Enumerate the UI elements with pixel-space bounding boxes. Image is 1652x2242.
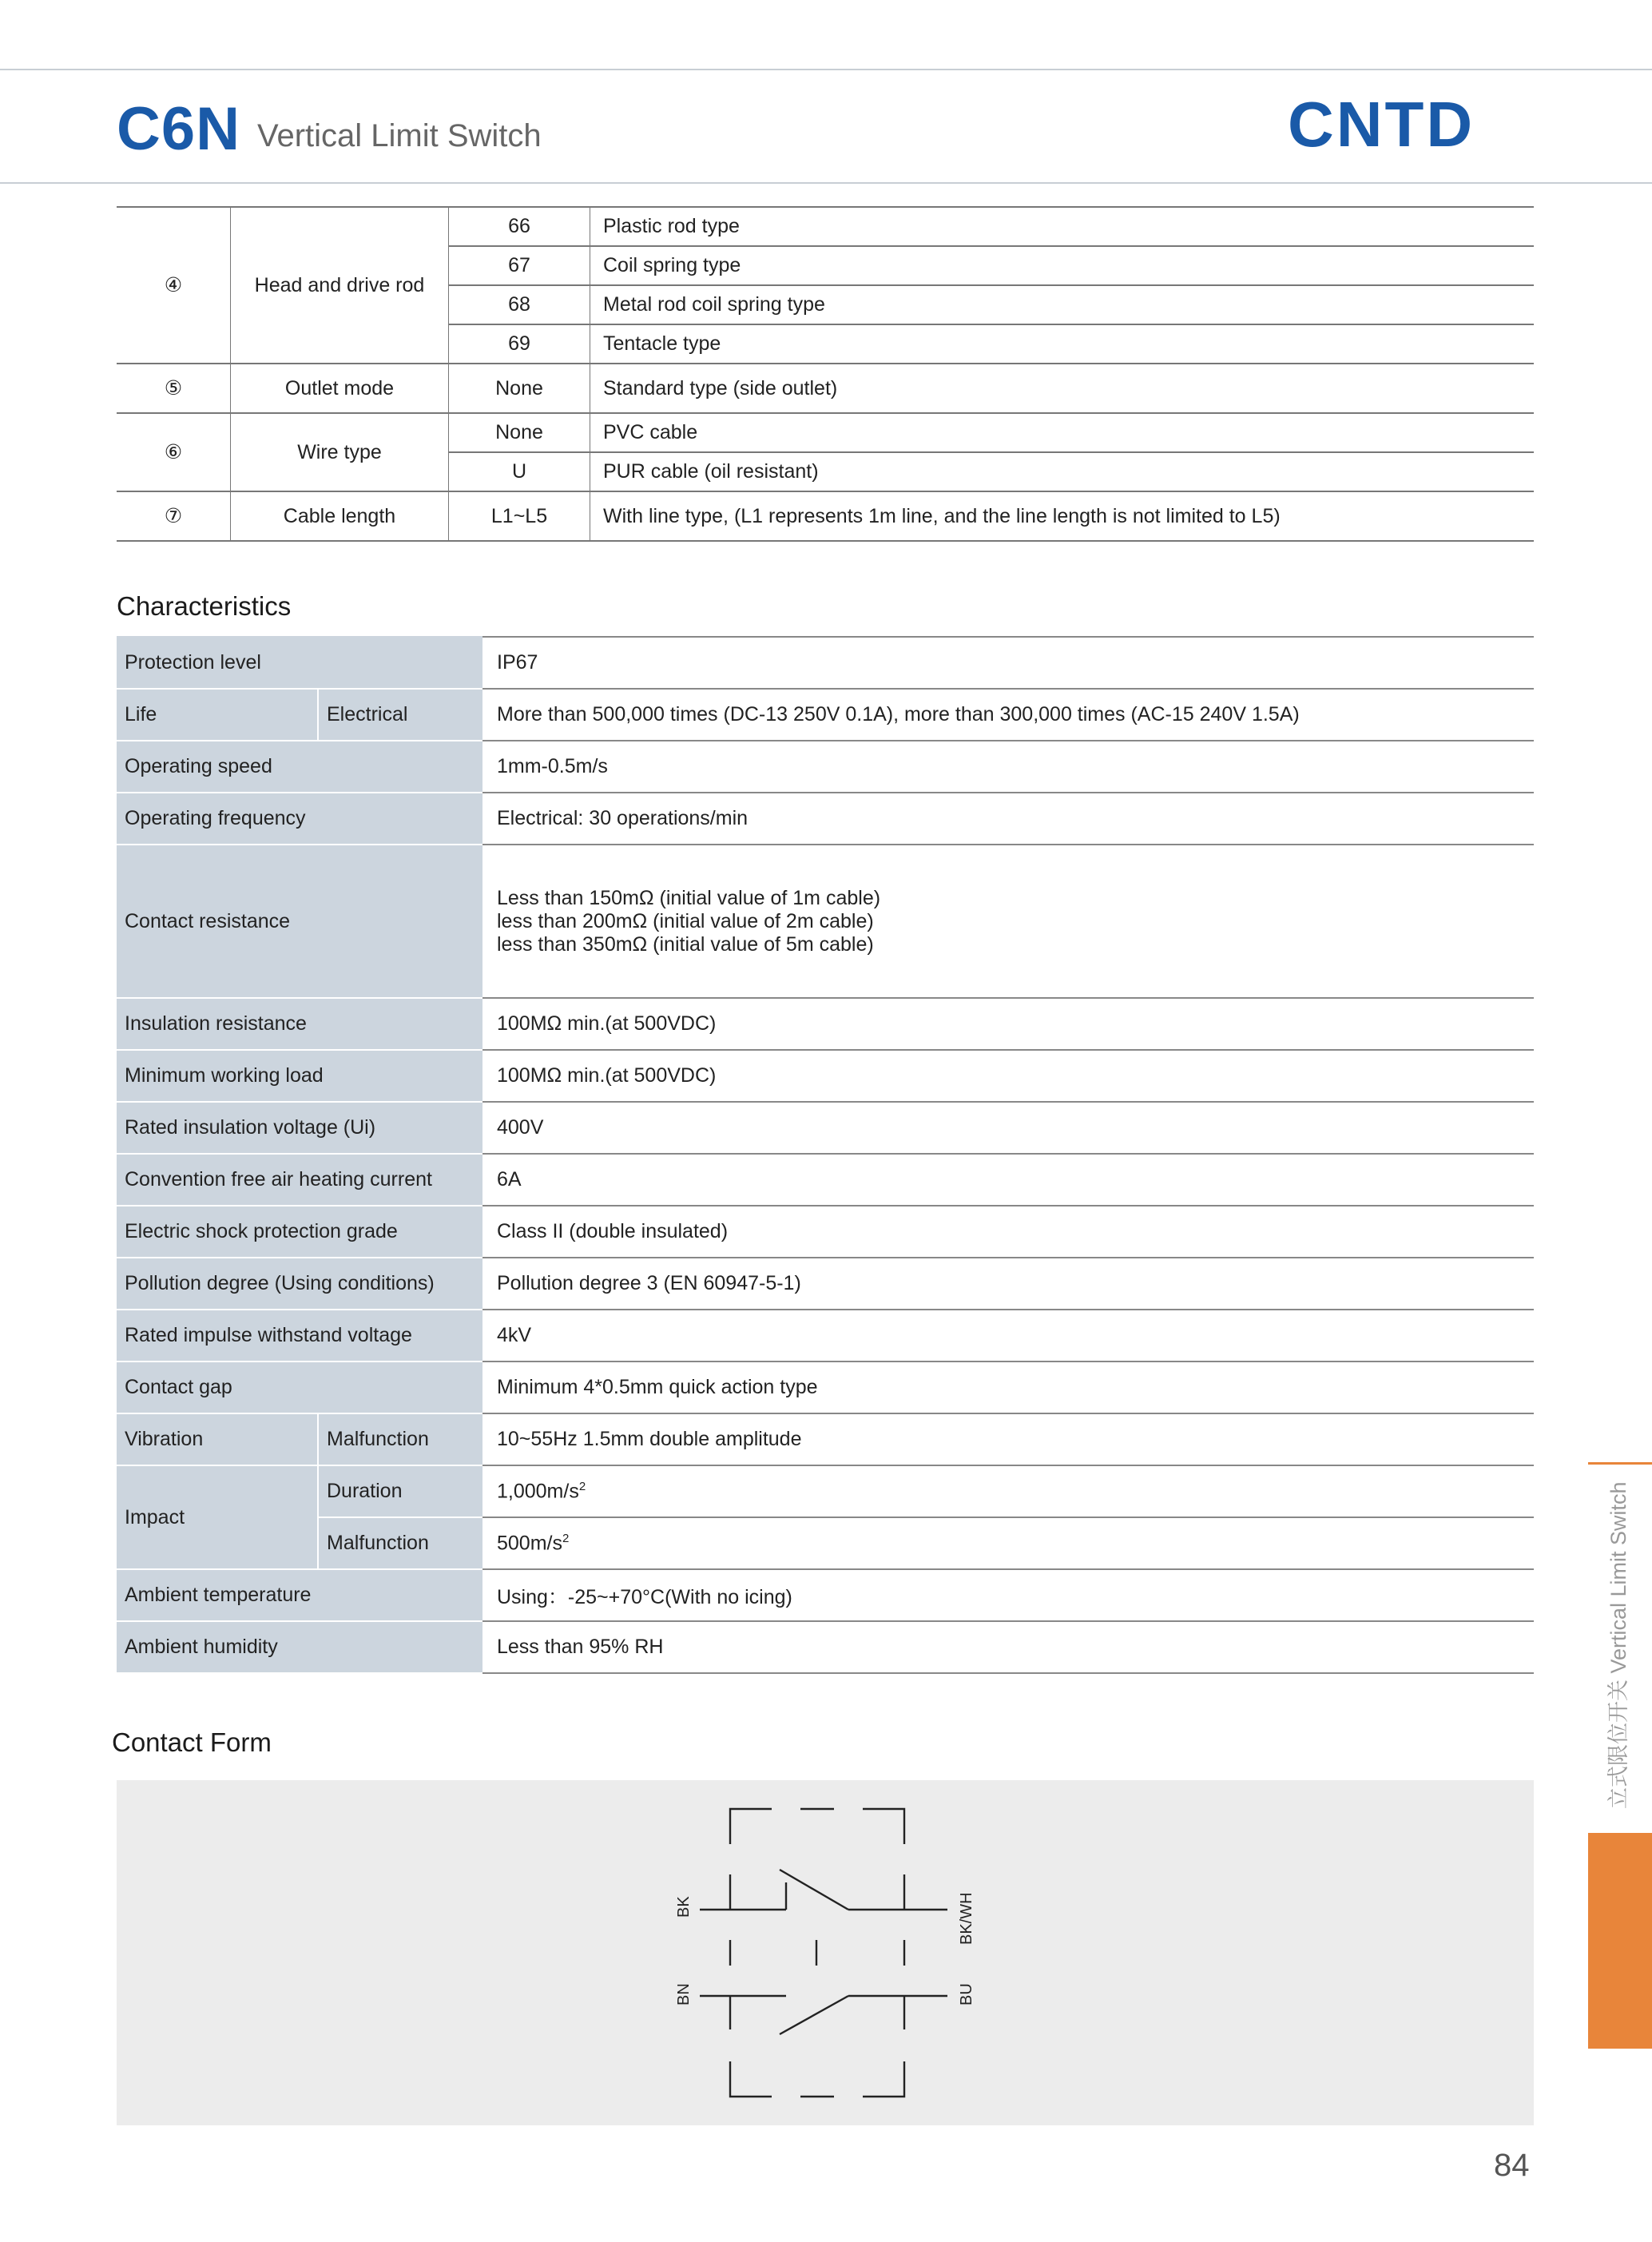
table-row bbox=[117, 998, 1534, 1050]
code-name: Wire type bbox=[231, 413, 449, 491]
characteristics-table bbox=[117, 636, 1534, 1674]
spec-sublabel: Malfunction bbox=[318, 1517, 482, 1569]
characteristics-heading: Characteristics bbox=[117, 591, 292, 621]
spec-sublabel: Duration bbox=[318, 1465, 482, 1517]
code-description: Tentacle type bbox=[590, 324, 1535, 364]
spec-label: Minimum working load bbox=[117, 1050, 482, 1102]
spec-value: 1mm-0.5m/s bbox=[482, 741, 1534, 793]
code-number: ⑦ bbox=[117, 491, 231, 541]
side-accent-tab bbox=[1588, 1833, 1652, 2049]
side-section-label: 立式限位开关 Vertical Limit Switch bbox=[1606, 1481, 1630, 1809]
table-row bbox=[117, 1413, 1534, 1465]
spec-label: Rated insulation voltage (Ui) bbox=[117, 1102, 482, 1154]
impact-malfunction-value: 500m/s bbox=[497, 1532, 562, 1555]
product-model: C6N bbox=[117, 95, 241, 163]
table-row bbox=[117, 1050, 1534, 1102]
table-row bbox=[117, 689, 1534, 741]
spec-sublabel: Malfunction bbox=[318, 1413, 482, 1465]
spec-label: Protection level bbox=[117, 637, 482, 689]
product-title: Vertical Limit Switch bbox=[257, 118, 542, 153]
table-row bbox=[117, 1465, 1534, 1517]
header-top-rule bbox=[0, 69, 1652, 70]
spec-label: Contact gap bbox=[117, 1361, 482, 1413]
table-row bbox=[117, 1206, 1534, 1258]
table-row bbox=[117, 637, 1534, 689]
spec-value: 4kV bbox=[482, 1310, 1534, 1361]
spec-label: Insulation resistance bbox=[117, 998, 482, 1050]
code-value: None bbox=[449, 413, 590, 452]
spec-label: Operating frequency bbox=[117, 793, 482, 845]
table-row bbox=[117, 491, 1534, 541]
spec-value: 6A bbox=[482, 1154, 1534, 1206]
spec-value: Class II (double insulated) bbox=[482, 1206, 1534, 1258]
spec-value: 100MΩ min.(at 500VDC) bbox=[482, 1050, 1534, 1102]
spec-value: IP67 bbox=[482, 637, 1534, 689]
spec-value: Electrical: 30 operations/min bbox=[482, 793, 1534, 845]
spec-label: Vibration bbox=[117, 1413, 318, 1465]
code-description: Standard type (side outlet) bbox=[590, 364, 1535, 413]
spec-label: Impact bbox=[117, 1465, 318, 1569]
spec-label: Pollution degree (Using conditions) bbox=[117, 1258, 482, 1310]
code-description: Metal rod coil spring type bbox=[590, 285, 1535, 324]
code-name: Cable length bbox=[231, 491, 449, 541]
model-code-table bbox=[117, 206, 1534, 542]
table-row bbox=[117, 1361, 1534, 1413]
unit-exponent: 2 bbox=[578, 1479, 586, 1493]
spec-value: More than 500,000 times (DC-13 250V 0.1A), more than 300,000 times (AC-15 240V 1.5A) bbox=[482, 689, 1534, 741]
spec-label: Ambient temperature bbox=[117, 1569, 482, 1621]
code-value: 67 bbox=[449, 246, 590, 285]
table-row bbox=[117, 1517, 1534, 1569]
code-name: Outlet mode bbox=[231, 364, 449, 413]
table-row bbox=[117, 1154, 1534, 1206]
spec-label: Electric shock protection grade bbox=[117, 1206, 482, 1258]
spec-value bbox=[482, 845, 1534, 998]
wire-label-bk: BK bbox=[675, 1896, 693, 1918]
table-row bbox=[117, 1621, 1534, 1673]
code-description: PVC cable bbox=[590, 413, 1535, 452]
spec-label: Rated impulse withstand voltage bbox=[117, 1310, 482, 1361]
spec-label: Ambient humidity bbox=[117, 1621, 482, 1673]
spec-value: Using：-25~+70°C(With no icing) bbox=[482, 1569, 1534, 1621]
table-row bbox=[117, 207, 1534, 246]
contact-resistance-line: less than 350mΩ (initial value of 5m cable) bbox=[497, 932, 874, 956]
spec-value: 100MΩ min.(at 500VDC) bbox=[482, 998, 1534, 1050]
contact-form-heading: Contact Form bbox=[112, 1727, 272, 1757]
code-description: Coil spring type bbox=[590, 246, 1535, 285]
table-row bbox=[117, 845, 1534, 998]
brand-logo: CNTD bbox=[1288, 89, 1475, 160]
code-value: 69 bbox=[449, 324, 590, 364]
spec-value: Minimum 4*0.5mm quick action type bbox=[482, 1361, 1534, 1413]
spec-value bbox=[482, 1517, 1534, 1569]
header-bottom-rule bbox=[0, 182, 1652, 184]
code-value: 68 bbox=[449, 285, 590, 324]
code-number: ⑤ bbox=[117, 364, 231, 413]
code-value: U bbox=[449, 452, 590, 491]
spec-label: Contact resistance bbox=[117, 845, 482, 998]
spec-value bbox=[482, 1465, 1534, 1517]
table-row bbox=[117, 1102, 1534, 1154]
spec-label: Operating speed bbox=[117, 741, 482, 793]
switch-contact-schematic bbox=[117, 1780, 1534, 2125]
spec-value: 400V bbox=[482, 1102, 1534, 1154]
code-description: PUR cable (oil resistant) bbox=[590, 452, 1535, 491]
contact-resistance-line: less than 200mΩ (initial value of 2m cable) bbox=[497, 909, 874, 932]
code-number: ④ bbox=[117, 207, 231, 364]
wire-label-bn: BN bbox=[675, 1983, 693, 2005]
contact-form-diagram bbox=[117, 1780, 1534, 2125]
wire-label-bkwh: BK/WH bbox=[958, 1892, 975, 1945]
code-value: 66 bbox=[449, 207, 590, 246]
table-row bbox=[117, 741, 1534, 793]
table-row bbox=[117, 793, 1534, 845]
table-row bbox=[117, 1569, 1534, 1621]
table-row bbox=[117, 413, 1534, 452]
table-row bbox=[117, 364, 1534, 413]
spec-sublabel: Electrical bbox=[318, 689, 482, 741]
code-value: None bbox=[449, 364, 590, 413]
code-number: ⑥ bbox=[117, 413, 231, 491]
code-description: With line type, (L1 represents 1m line, and the line length is not limited to L5) bbox=[590, 491, 1535, 541]
spec-value: Less than 95% RH bbox=[482, 1621, 1534, 1673]
impact-duration-value: 1,000m/s bbox=[497, 1480, 579, 1503]
unit-exponent: 2 bbox=[562, 1531, 570, 1545]
spec-label: Life bbox=[117, 689, 318, 741]
table-row bbox=[117, 1310, 1534, 1361]
page-number: 84 bbox=[1494, 2148, 1530, 2183]
table-row bbox=[117, 1258, 1534, 1310]
spec-value: Pollution degree 3 (EN 60947-5-1) bbox=[482, 1258, 1534, 1310]
contact-resistance-line: Less than 150mΩ (initial value of 1m cable) bbox=[497, 886, 881, 909]
spec-value: 10~55Hz 1.5mm double amplitude bbox=[482, 1413, 1534, 1465]
spec-label: Convention free air heating current bbox=[117, 1154, 482, 1206]
code-description: Plastic rod type bbox=[590, 207, 1535, 246]
code-name: Head and drive rod bbox=[231, 207, 449, 364]
code-value: L1~L5 bbox=[449, 491, 590, 541]
wire-label-bu: BU bbox=[958, 1983, 975, 2005]
